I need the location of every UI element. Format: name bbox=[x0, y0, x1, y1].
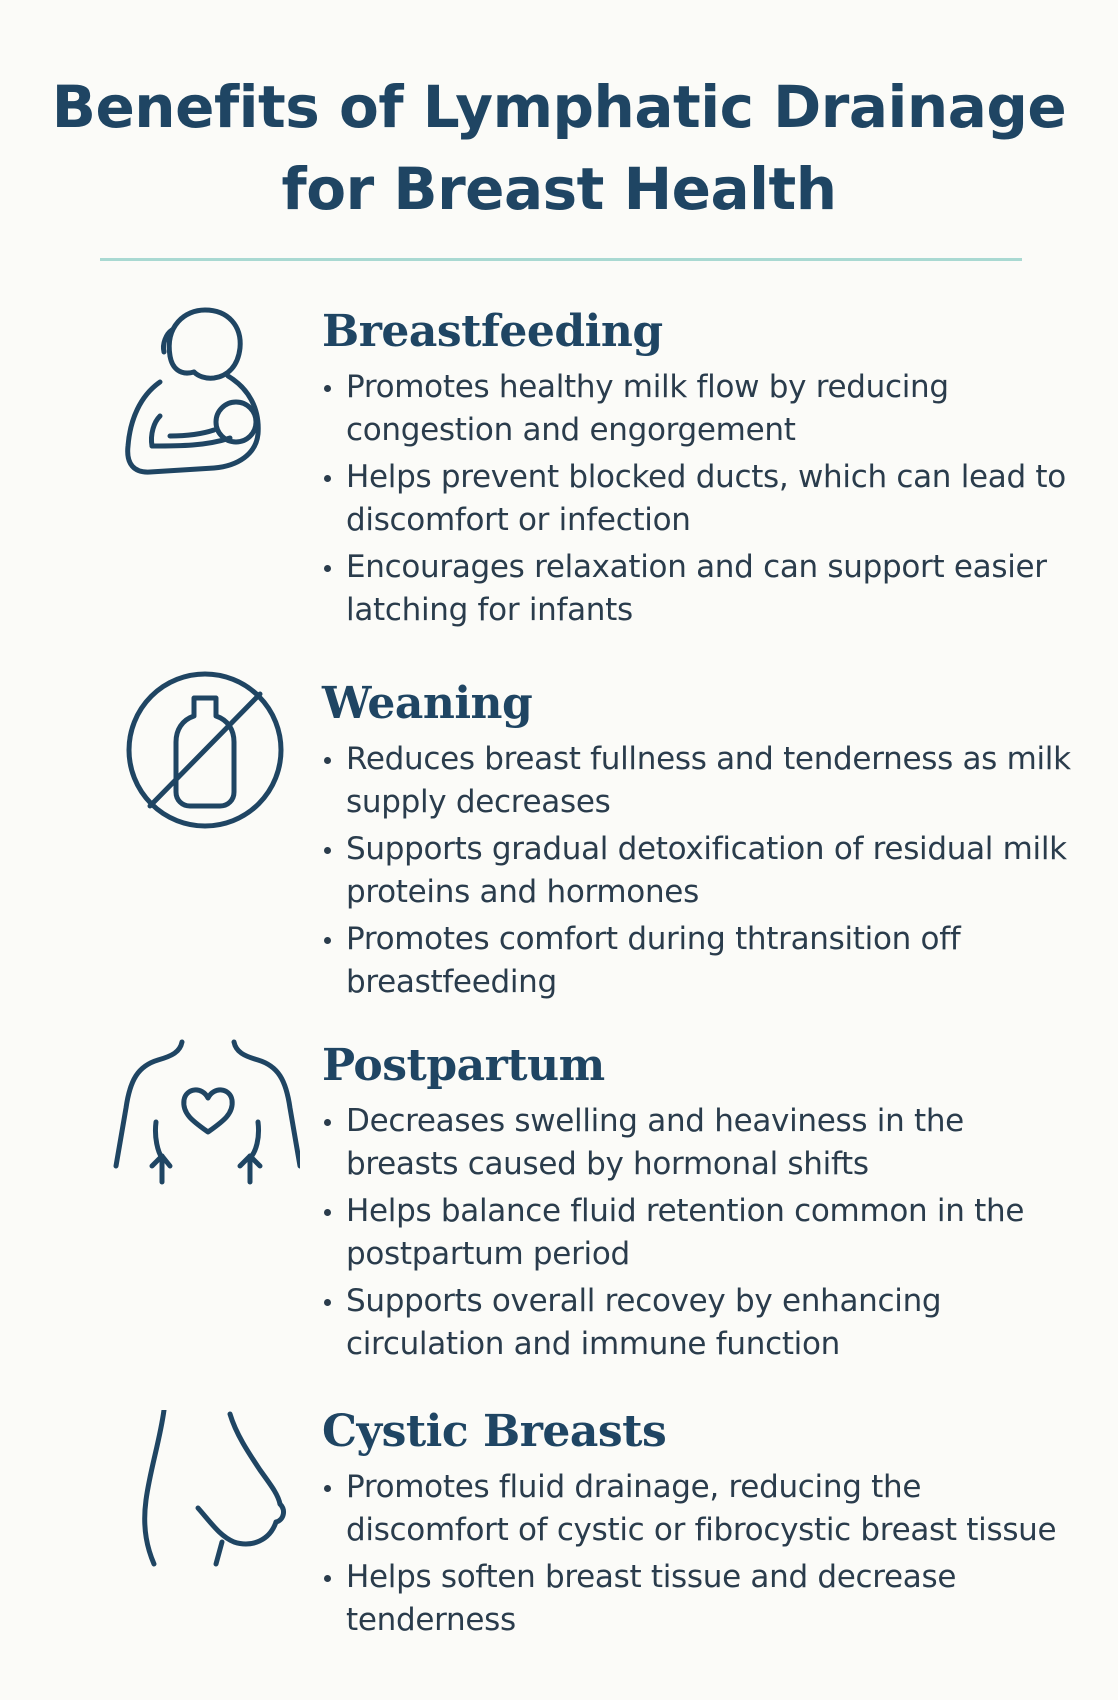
bullet-item: Supports gradual detoxification of residual milk proteins and hormones bbox=[322, 828, 1082, 914]
section-heading: Postpartum bbox=[322, 1040, 605, 1091]
bullet-item: Reduces breast fullness and tenderness as milk supply decreases bbox=[322, 738, 1082, 824]
bullet-item: Promotes fluid drainage, reducing the discomfort of cystic or fibrocystic breast tissue bbox=[322, 1466, 1082, 1552]
bullet-item: Promotes healthy milk flow by reducing congestion and engorgement bbox=[322, 366, 1082, 452]
page-title bbox=[0, 66, 1118, 230]
bullet-item: Helps soften breast tissue and decrease tenderness bbox=[322, 1556, 1082, 1642]
bullet-item: Helps balance fluid retention common in the postpartum period bbox=[322, 1190, 1082, 1276]
bullet-item: Helps prevent blocked ducts, which can lead to discomfort or infection bbox=[322, 456, 1082, 542]
torso-heart-icon bbox=[110, 1038, 300, 1228]
bullet-item: Decreases swelling and heaviness in the breasts caused by hormonal shifts bbox=[322, 1100, 1082, 1186]
title-line-2: for Breast Health bbox=[281, 155, 837, 223]
section-heading: Weaning bbox=[322, 678, 533, 729]
breastfeeding-mother-icon bbox=[110, 296, 300, 486]
section-content bbox=[322, 1404, 1082, 1646]
title-line-1: Benefits of Lymphatic Drainage bbox=[51, 73, 1067, 141]
bullet-item: Supports overall recovey by enhancing circulation and immune function bbox=[322, 1280, 1082, 1366]
breast-profile-icon bbox=[110, 1410, 300, 1600]
bullet-item: Promotes comfort during thtransition off breastfeeding bbox=[322, 918, 1082, 1004]
bullet-list bbox=[322, 366, 1082, 632]
section-content bbox=[322, 304, 1082, 636]
section-content bbox=[322, 1038, 1082, 1370]
section-heading: Breastfeeding bbox=[322, 306, 663, 357]
bullet-item: Encourages relaxation and can support easier latching for infants bbox=[322, 546, 1082, 632]
no-bottle-icon bbox=[110, 664, 300, 854]
bullet-list bbox=[322, 1100, 1082, 1366]
bullet-list bbox=[322, 1466, 1082, 1642]
bullet-list bbox=[322, 738, 1082, 1004]
section-heading: Cystic Breasts bbox=[322, 1406, 667, 1457]
title-divider bbox=[100, 258, 1022, 261]
section-content bbox=[322, 676, 1082, 1008]
